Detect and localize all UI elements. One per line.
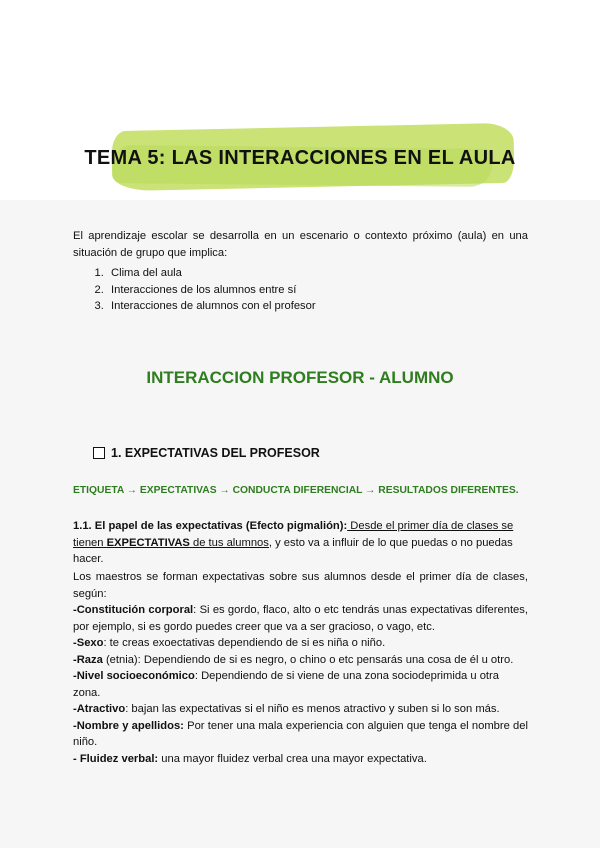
subsection-heading [93, 446, 320, 460]
factor-label: -Sexo [73, 637, 104, 649]
factor-item [73, 652, 528, 669]
factor-text: : Si es gordo, flaco, alto o etc tendrás unas expectativas diferentes, por ejemplo, si es gordo puedes creer que va a ser gracioso, o vago, etc. [73, 604, 528, 633]
role-underlined-bold: EXPECTATIVAS [106, 536, 190, 549]
subsection-title: 1. EXPECTATIVAS DEL PROFESOR [111, 446, 320, 460]
factor-text: (etnia): Dependiendo de si es negro, o chino o etc pensarás una cosa de él u otro. [102, 653, 514, 666]
role-rest: y esto va a influir de lo que puedas o no puedas hacer. [73, 536, 513, 565]
factor-text: : te creas exoectativas dependiendo de si es niña o niño. [103, 637, 386, 649]
factor-label: -Atractivo [73, 703, 126, 715]
checkbox-icon [93, 447, 105, 459]
intro-text: El aprendizaje escolar se desarrolla en un escenario o contexto próximo (aula) en una situación de grupo que implica: [73, 230, 528, 259]
factor-item [73, 718, 528, 751]
page-title: TEMA 5: LAS INTERACCIONES EN EL AULA [84, 147, 516, 169]
role-label: 1.1. El papel de las expectativas (Efecto pigmalión): [73, 520, 348, 532]
factor-item [73, 602, 528, 635]
factor-label: -Constitución corporal [73, 604, 194, 616]
factor-label: - Fluidez verbal: [73, 752, 159, 765]
factors-intro: Los maestros se forman expectativas sobre sus alumnos desde el primer día de clases, según: [73, 571, 528, 600]
expectation-chain: ETIQUETA → EXPECTATIVAS → CONDUCTA DIFERENCIAL → RESULTADOS DIFERENTES. [73, 485, 519, 496]
section-heading: INTERACCION PROFESOR - ALUMNO [146, 368, 454, 387]
role-underlined-b: de tus alumnos, [189, 536, 272, 549]
factor-text: Por tener una mala experiencia con alguien que tenga el nombre del niño. [73, 719, 528, 748]
role-underlined-a: Desde el primer día de clases se tienen [73, 520, 514, 549]
factor-label: -Nombre y apellidos: [73, 719, 184, 732]
factor-label: -Nivel socioeconómico [73, 670, 195, 682]
factors-block [73, 569, 528, 767]
factor-item [73, 751, 528, 768]
factor-text: una mayor fluidez verbal crea una mayor expectativa. [158, 752, 427, 765]
list-item: 1. Clima del aula [107, 265, 528, 282]
factor-label: -Raza [73, 653, 103, 666]
intro-block [73, 228, 528, 315]
factor-text: : Dependiendo de si viene de una zona sociodeprimida u otra zona. [73, 670, 499, 699]
factor-item [73, 635, 528, 652]
intro-list [73, 265, 528, 315]
list-item: 2. Interacciones de los alumnos entre sí [107, 282, 528, 299]
list-item: 3. Interacciones de alumnos con el profesor [107, 298, 528, 315]
factor-text: : bajan las expectativas si el niño es menos atractivo y suben si lo son más. [125, 703, 500, 715]
factor-item [73, 701, 528, 718]
factor-item [73, 668, 528, 701]
role-paragraph [73, 518, 528, 568]
